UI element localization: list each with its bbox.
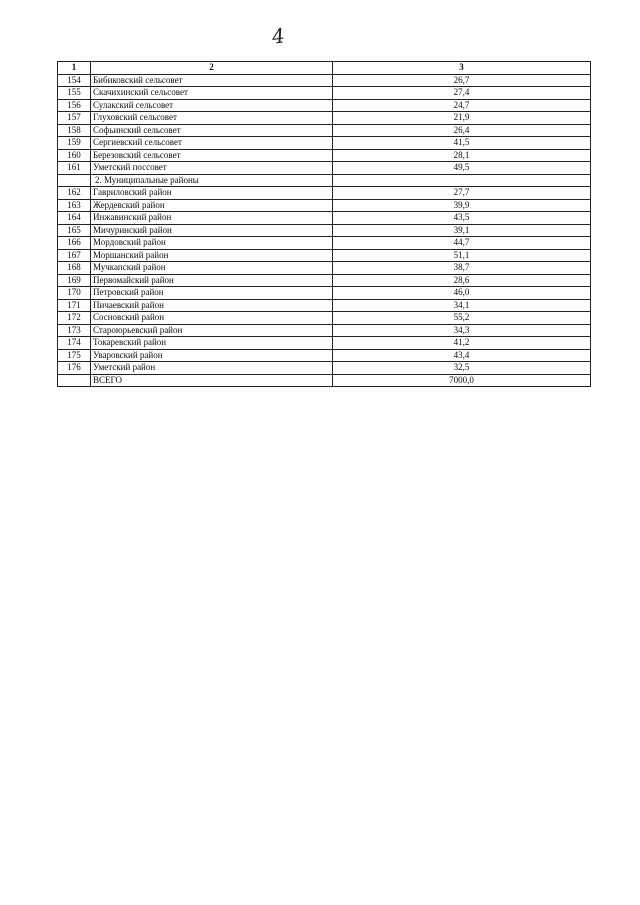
table-row [58,337,591,350]
table-row [58,74,591,87]
table-row [58,149,591,162]
row-name: 2. Муниципальные районы [91,174,333,187]
table-row [58,262,591,275]
total-row [58,374,591,387]
row-name: Уметский район [91,362,333,375]
row-name: Мичуринский район [91,224,333,237]
page-number: 4 [270,23,287,49]
row-value: 39,1 [333,224,591,237]
row-value: 28,6 [333,274,591,287]
row-value: 34,3 [333,324,591,337]
header-cell-value: 3 [333,62,591,75]
row-value: 39,9 [333,199,591,212]
table-row [58,99,591,112]
row-value: 32,5 [333,362,591,375]
row-value: 24,7 [333,99,591,112]
row-name: Мордовский район [91,237,333,250]
row-number: 159 [58,137,91,150]
row-value [333,174,591,187]
table-row [58,274,591,287]
row-value: 27,4 [333,87,591,100]
row-name: Бибиковский сельсовет [91,74,333,87]
row-name: Сосновский район [91,312,333,325]
row-name: Сулакский сельсовет [91,99,333,112]
row-number: 160 [58,149,91,162]
row-number: 176 [58,362,91,375]
table-body [58,62,591,387]
table-row [58,199,591,212]
row-number: 156 [58,99,91,112]
total-value: 7000,0 [333,374,591,387]
table-row [58,112,591,125]
row-value: 38,7 [333,262,591,275]
row-value: 21,9 [333,112,591,125]
section-heading-row [58,174,591,187]
row-number: 169 [58,274,91,287]
row-number: 162 [58,187,91,200]
table-row [58,124,591,137]
row-value: 49,5 [333,162,591,175]
row-value: 44,7 [333,237,591,250]
table-row [58,299,591,312]
table-row [58,324,591,337]
row-value: 43,5 [333,212,591,225]
total-empty-cell [58,374,91,387]
row-name: Пичаевский район [91,299,333,312]
table-row [58,249,591,262]
row-name: Токаревский район [91,337,333,350]
row-number: 166 [58,237,91,250]
row-number: 167 [58,249,91,262]
table-row [58,362,591,375]
table-row [58,212,591,225]
row-number: 172 [58,312,91,325]
row-value: 43,4 [333,349,591,362]
total-label: ВСЕГО [91,374,333,387]
row-name: Жердевский район [91,199,333,212]
allocation-table [57,61,591,387]
row-value: 46,0 [333,287,591,300]
row-value: 27,7 [333,187,591,200]
header-cell-name: 2 [91,62,333,75]
table-row [58,187,591,200]
row-name: Березовский сельсовет [91,149,333,162]
row-number: 174 [58,337,91,350]
row-name: Глуховский сельсовет [91,112,333,125]
row-name: Первомайский район [91,274,333,287]
row-number: 168 [58,262,91,275]
row-number: 175 [58,349,91,362]
row-number: 173 [58,324,91,337]
row-name: Мучкапский район [91,262,333,275]
row-number: 158 [58,124,91,137]
table-row [58,287,591,300]
table-row [58,137,591,150]
row-number: 164 [58,212,91,225]
row-name: Гавриловский район [91,187,333,200]
row-name: Сергиевский сельсовет [91,137,333,150]
row-number: 161 [58,162,91,175]
row-name: Моршанский район [91,249,333,262]
row-number: 170 [58,287,91,300]
table-row [58,349,591,362]
row-number: 163 [58,199,91,212]
row-value: 55,2 [333,312,591,325]
row-name: Староюрьевский район [91,324,333,337]
row-number: 154 [58,74,91,87]
row-value: 28,1 [333,149,591,162]
row-value: 34,1 [333,299,591,312]
row-number: 165 [58,224,91,237]
table-row [58,87,591,100]
table-header-row [58,62,591,75]
row-value: 51,1 [333,249,591,262]
table-row [58,237,591,250]
row-value: 26,7 [333,74,591,87]
row-name: Софьинский сельсовет [91,124,333,137]
row-name: Уметский поссовет [91,162,333,175]
table-row [58,312,591,325]
row-name: Инжавинский район [91,212,333,225]
row-value: 26,4 [333,124,591,137]
row-number: 157 [58,112,91,125]
header-cell-num: 1 [58,62,91,75]
row-value: 41,2 [333,337,591,350]
row-name: Петровский район [91,287,333,300]
row-value: 41,5 [333,137,591,150]
row-number: 155 [58,87,91,100]
row-number: 171 [58,299,91,312]
row-number [58,174,91,187]
table-row [58,224,591,237]
row-name: Скачихинский сельсовет [91,87,333,100]
row-name: Уваровский район [91,349,333,362]
table-row [58,162,591,175]
